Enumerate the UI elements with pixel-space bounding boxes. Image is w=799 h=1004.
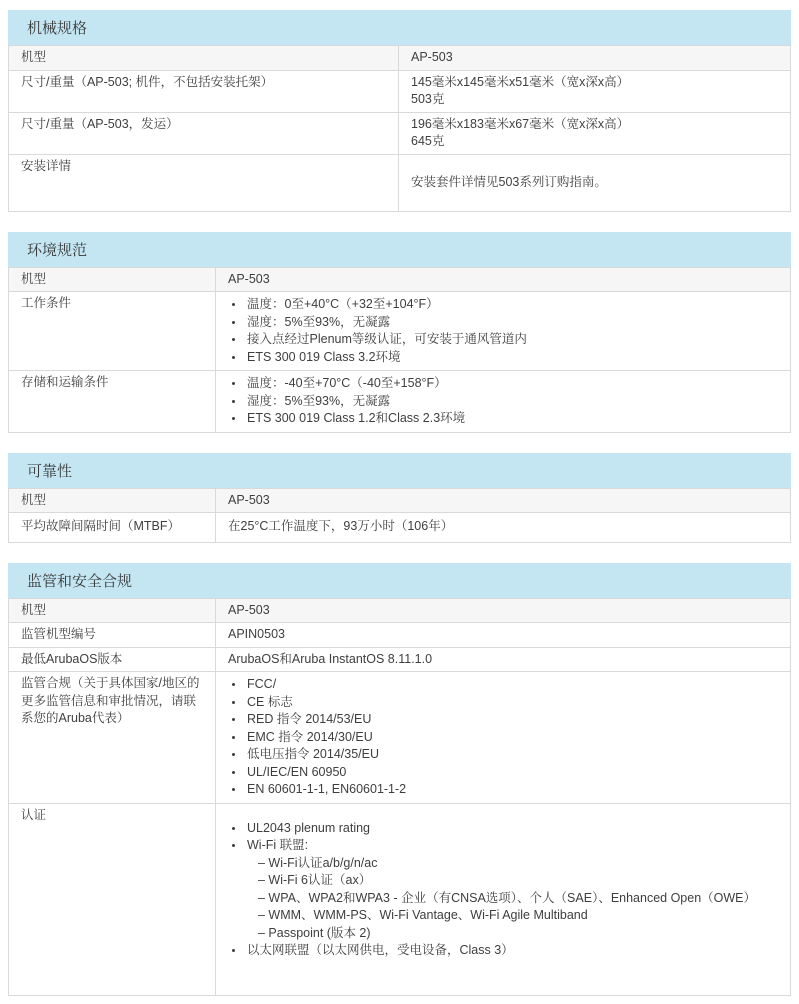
table-row: [9, 112, 791, 154]
table-row: [9, 647, 791, 672]
list-item: [245, 375, 778, 393]
value-bullet-list: [228, 296, 778, 366]
row-value: [216, 513, 791, 543]
row-label: 认证: [9, 803, 216, 995]
row-label: 机型: [9, 598, 216, 623]
list-item: [245, 820, 778, 838]
row-value: [216, 623, 791, 648]
list-item: [245, 781, 778, 799]
table-row: [9, 488, 791, 513]
list-item-text: 湿度：5%至93%，无凝露: [247, 314, 391, 329]
row-value: [399, 70, 791, 112]
row-label: 最低ArubaOS版本: [9, 647, 216, 672]
spec-sections-container: [8, 10, 791, 996]
spec-section-mechanical: [8, 10, 791, 212]
row-label: 安装详情: [9, 154, 399, 211]
list-subitem: – WMM、WMM-PS、Wi-Fi Vantage、Wi-Fi Agile Multiband: [258, 908, 588, 922]
section-title: 监管和安全合规: [8, 563, 791, 598]
list-item-text: EN 60601-1-1, EN60601-1-2: [247, 782, 407, 796]
list-item-text: 接入点经过Plenum等级认证，可安装于通风管道内: [247, 332, 527, 346]
row-label: 机型: [9, 267, 216, 292]
list-item-text: CE 标志: [247, 694, 293, 709]
value-bullet-list: [228, 820, 778, 960]
list-item: [245, 764, 778, 782]
row-label: 机型: [9, 488, 216, 513]
spec-table: [8, 598, 791, 996]
table-row: [9, 672, 791, 804]
spec-section-regulatory: [8, 563, 791, 996]
row-value: [216, 647, 791, 672]
list-item: [245, 296, 778, 314]
list-item-text: 以太网联盟（以太网供电，受电设备，Class 3）: [247, 943, 514, 957]
list-item: [245, 314, 778, 332]
row-value: [399, 154, 791, 211]
value-text: 在25°C工作温度下，93万小时（106年）: [228, 519, 454, 533]
list-item: [245, 410, 778, 428]
section-title: 机械规格: [8, 10, 791, 45]
table-row: [9, 623, 791, 648]
spec-table: [8, 267, 791, 433]
value-line: 645克: [411, 134, 445, 148]
list-subitem: – Wi-Fi 6认证（ax）: [258, 873, 372, 887]
table-row: [9, 803, 791, 995]
value-bullet-list: [228, 676, 778, 799]
value-text: AP-503: [228, 492, 270, 507]
list-item-text: FCC/: [247, 677, 277, 691]
list-item-text: UL2043 plenum rating: [247, 820, 370, 835]
table-row: [9, 267, 791, 292]
row-label: 存储和运输条件: [9, 371, 216, 433]
list-item-text: 温度：-40至+70°C（-40至+158°F）: [247, 376, 447, 390]
table-row: [9, 598, 791, 623]
list-item: [245, 331, 778, 349]
value-text: 安装套件详情见503系列订购指南。: [411, 174, 607, 189]
value-bullet-list: [228, 375, 778, 428]
list-item: [245, 729, 778, 747]
row-value: [216, 598, 791, 623]
spec-table: [8, 45, 791, 212]
list-item-text: UL/IEC/EN 60950: [247, 764, 347, 779]
row-value: [216, 672, 791, 804]
value-text: AP-503: [228, 271, 270, 286]
spec-section-environmental: [8, 232, 791, 433]
list-item: [245, 393, 778, 411]
row-label: 机型: [9, 46, 399, 71]
spec-table: [8, 488, 791, 543]
section-title: 可靠性: [8, 453, 791, 488]
row-value: [399, 46, 791, 71]
list-item-text: 湿度：5%至93%，无凝露: [247, 393, 391, 408]
list-item-text: ETS 300 019 Class 1.2和Class 2.3环境: [247, 411, 466, 425]
list-item-text: Wi-Fi 联盟:: [247, 838, 309, 852]
list-item-text: 低电压指令 2014/35/EU: [247, 747, 379, 761]
row-label: 平均故障间隔时间（MTBF）: [9, 513, 216, 543]
row-value: [216, 267, 791, 292]
value-text: ArubaOS和Aruba InstantOS 8.11.1.0: [228, 651, 433, 666]
spec-section-reliability: [8, 453, 791, 543]
list-item: [245, 349, 778, 367]
list-item-text: ETS 300 019 Class 3.2环境: [247, 349, 401, 364]
table-row: [9, 292, 791, 371]
row-label: 尺寸/重量（AP-503，发运）: [9, 112, 399, 154]
value-text: AP-503: [228, 602, 270, 617]
row-value: [216, 488, 791, 513]
list-subitem: – Wi-Fi认证a/b/g/n/ac: [258, 855, 378, 870]
list-item-text: 温度：0至+40°C（+32至+104°F）: [247, 297, 439, 311]
list-item-text: EMC 指令 2014/30/EU: [247, 729, 373, 744]
value-line: 145毫米x145毫米x51毫米（宽x深x高）: [411, 74, 630, 89]
table-row: [9, 154, 791, 211]
row-label: 监管合规（关于具体国家/地区的更多监管信息和审批情况，请联系您的Aruba代表）: [9, 672, 216, 804]
list-subitem: – Passpoint (版本 2): [258, 925, 371, 940]
value-line: 503克: [411, 92, 445, 106]
table-row: [9, 46, 791, 71]
table-row: [9, 70, 791, 112]
value-text: APIN0503: [228, 627, 285, 641]
row-value: [216, 292, 791, 371]
table-row: [9, 513, 791, 543]
table-row: [9, 371, 791, 433]
list-item: [245, 676, 778, 694]
list-subitem: – WPA、WPA2和WPA3 - 企业（有CNSA选项）、个人（SAE）、Enhanced Open（OWE）: [258, 890, 757, 905]
row-label: 尺寸/重量（AP-503; 机件，不包括安装托架）: [9, 70, 399, 112]
row-value: [399, 112, 791, 154]
row-value: [216, 803, 791, 995]
list-item: [245, 694, 778, 712]
row-label: 监管机型编号: [9, 623, 216, 648]
value-line: 196毫米x183毫米x67毫米（宽x深x高）: [411, 116, 630, 131]
list-item: [245, 746, 778, 764]
list-item: [245, 837, 778, 942]
section-title: 环境规范: [8, 232, 791, 267]
row-value: [216, 371, 791, 433]
list-item: [245, 942, 778, 960]
list-item: [245, 711, 778, 729]
value-text: AP-503: [411, 50, 453, 64]
list-item-text: RED 指令 2014/53/EU: [247, 712, 372, 726]
row-label: 工作条件: [9, 292, 216, 371]
